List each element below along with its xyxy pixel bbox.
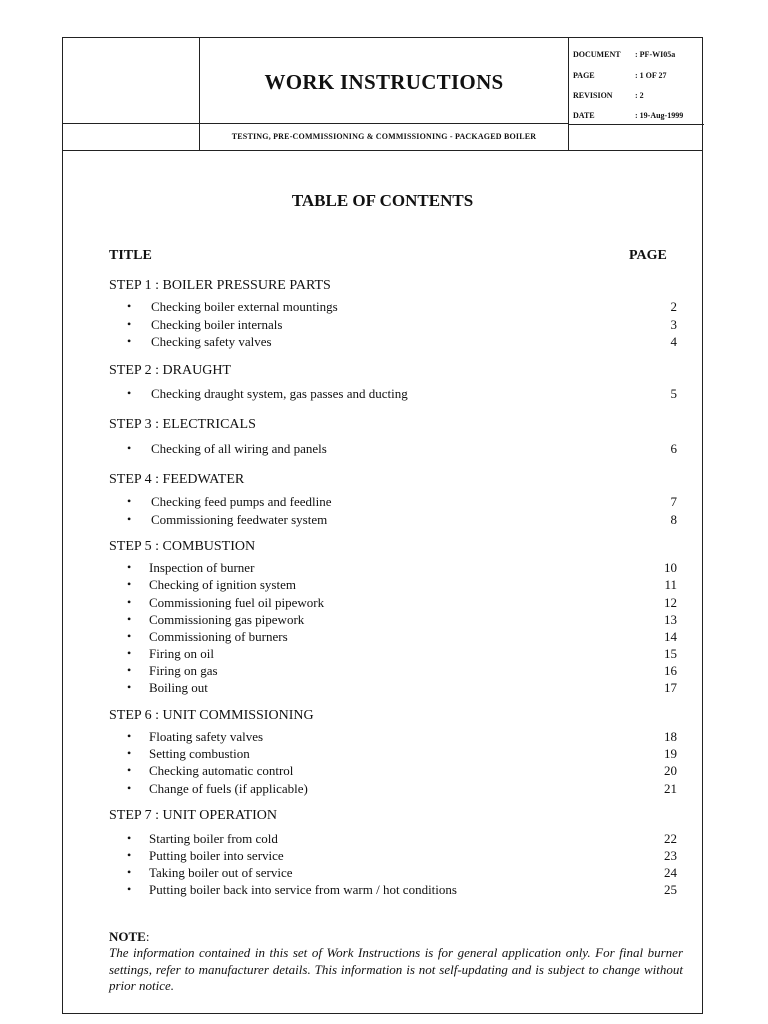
note-label: NOTE: (109, 929, 150, 944)
bullet-icon: • (127, 386, 132, 400)
bullet-icon: • (127, 494, 132, 508)
toc-item: • Firing on oil 15 (127, 646, 677, 661)
bullet-icon: • (127, 882, 132, 896)
logo-cell (63, 38, 200, 124)
toc-column-page: PAGE (629, 248, 667, 263)
bullet-icon: • (127, 512, 132, 526)
document-meta (568, 38, 704, 150)
meta-date: DATE : 19-Aug-1999 (573, 111, 684, 120)
toc-step-6: STEP 6 : UNIT COMMISSIONING (109, 708, 314, 723)
toc-item: • Commissioning feedwater system 8 (127, 512, 677, 527)
toc-item: • Putting boiler back into service from warm / hot conditions 25 (127, 882, 677, 897)
bullet-icon: • (127, 317, 132, 331)
bullet-icon: • (127, 595, 132, 609)
toc-step-1: STEP 1 : BOILER PRESSURE PARTS (109, 278, 331, 293)
logo-cell-lower (63, 124, 200, 150)
document-title: WORK INSTRUCTIONS (264, 70, 504, 94)
toc-step-5: STEP 5 : COMBUSTION (109, 539, 256, 554)
bullet-icon: • (127, 560, 132, 574)
note-text: The information contained in this set of Work Instructions is for general application only. For final burner settings, refer to manufacturer details. This information is not self-updating and is subject to change without prior notice. (109, 945, 683, 993)
bullet-icon: • (127, 441, 132, 455)
toc-item: • Checking automatic control 20 (127, 763, 677, 778)
toc-item: • Commissioning of burners 14 (127, 629, 677, 644)
toc-step-4: STEP 4 : FEEDWATER (109, 472, 245, 487)
toc-step-2: STEP 2 : DRAUGHT (109, 363, 231, 378)
bullet-icon: • (127, 299, 132, 313)
bullet-icon: • (127, 334, 132, 348)
bullet-icon: • (127, 612, 132, 626)
toc-item: • Commissioning fuel oil pipework 12 (127, 595, 677, 610)
bullet-icon: • (127, 663, 132, 677)
toc-heading: TABLE OF CONTENTS (291, 191, 474, 210)
bullet-icon: • (127, 781, 132, 795)
toc-item: • Taking boiler out of service 24 (127, 865, 677, 880)
toc-item: • Checking boiler internals 3 (127, 317, 677, 332)
toc-item: • Floating safety valves 18 (127, 729, 677, 744)
toc-item: • Checking draught system, gas passes and ducting 5 (127, 386, 677, 401)
toc-item: • Checking of ignition system 11 (127, 577, 677, 592)
document-page (62, 37, 703, 1014)
bullet-icon: • (127, 629, 132, 643)
toc-item: • Checking of all wiring and panels 6 (127, 441, 677, 456)
toc-item: • Inspection of burner 10 (127, 560, 677, 575)
toc-item: • Checking boiler external mountings 2 (127, 299, 677, 314)
bullet-icon: • (127, 680, 132, 694)
toc-item: • Boiling out 17 (127, 680, 677, 695)
toc-item: • Setting combustion 19 (127, 746, 677, 761)
bullet-icon: • (127, 865, 132, 879)
toc-step-3: STEP 3 : ELECTRICALS (109, 417, 256, 432)
meta-divider (569, 124, 704, 125)
bullet-icon: • (127, 729, 132, 743)
meta-document: DOCUMENT : PF-WI05a (573, 50, 676, 59)
toc-step-7: STEP 7 : UNIT OPERATION (109, 808, 278, 823)
document-subtitle: TESTING, PRE-COMMISSIONING & COMMISSIONING - PACKAGED BOILER (231, 132, 537, 141)
document-header (63, 38, 702, 151)
title-cell (200, 38, 568, 124)
toc-column-title: TITLE (109, 248, 152, 263)
meta-page: PAGE : 1 OF 27 (573, 71, 667, 80)
meta-revision: REVISION : 2 (573, 91, 644, 100)
toc-item: • Checking safety valves 4 (127, 334, 677, 349)
bullet-icon: • (127, 763, 132, 777)
toc-item: • Commissioning gas pipework 13 (127, 612, 677, 627)
toc-item: • Checking feed pumps and feedline 7 (127, 494, 677, 509)
bullet-icon: • (127, 746, 132, 760)
toc-item: • Firing on gas 16 (127, 663, 677, 678)
toc-item: • Starting boiler from cold 22 (127, 831, 677, 846)
toc-item: • Putting boiler into service 23 (127, 848, 677, 863)
bullet-icon: • (127, 577, 132, 591)
toc-item: • Change of fuels (if applicable) 21 (127, 781, 677, 796)
bullet-icon: • (127, 646, 132, 660)
bullet-icon: • (127, 848, 132, 862)
bullet-icon: • (127, 831, 132, 845)
